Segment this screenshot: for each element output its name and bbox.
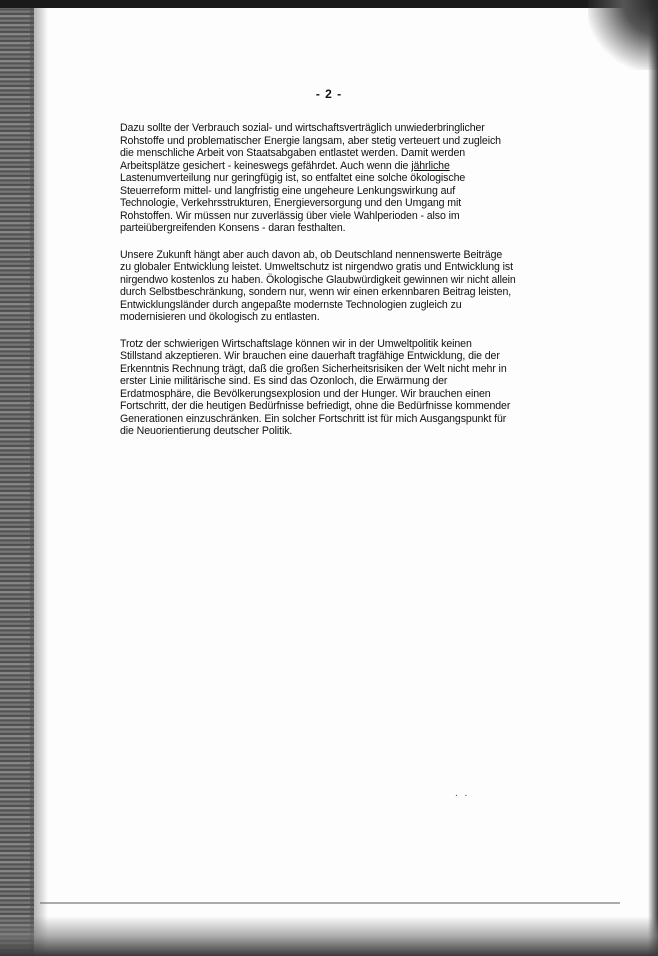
text-line: Trotz der schwierigen Wirtschaftslage können wir in der Umweltpolitik keinen bbox=[120, 337, 472, 350]
text-line: zu globaler Entwicklung leistet. Umweltschutz ist nirgendwo gratis und Entwicklung ist bbox=[120, 261, 513, 273]
text-line: Stillstand akzeptieren. Wir brauchen eine dauerhaft tragfähige Entwicklung, die der bbox=[120, 350, 500, 362]
paragraph-2 bbox=[120, 249, 560, 324]
scan-specks: . . bbox=[455, 788, 470, 799]
text-line: Fortschritt, der die heutigen Bedürfnisse befriedigt, ohne die Bedürfnisse kommender bbox=[120, 400, 511, 412]
page-number: - 2 - bbox=[315, 87, 343, 101]
text-line: Lastenumverteilung nur geringfügig ist, so entfaltet eine solche ökologische bbox=[120, 172, 466, 184]
text-line: parteiübergreifenden Konsens - daran festhalten. bbox=[120, 222, 346, 234]
text-line: Unsere Zukunft hängt aber auch davon ab, ob Deutschland nennenswerte Beiträge bbox=[120, 248, 503, 261]
scan-border-top bbox=[0, 0, 658, 8]
text-segment: Arbeitsplätze gesichert - keineswegs gefährdet. Auch wenn die bbox=[120, 159, 412, 172]
text-line: modernisieren und ökologisch zu entlasten. bbox=[120, 311, 320, 323]
text-line: durch Selbstbeschränkung, sondern nur, wenn wir einen erkennbaren Beitrag leisten, bbox=[120, 286, 512, 298]
scan-shadow-left bbox=[30, 0, 48, 956]
text-line: erster Linie militärische sind. Es sind das Ozonloch, die Erwärmung der bbox=[120, 375, 448, 387]
scan-border-right bbox=[648, 0, 658, 956]
paragraph-3 bbox=[120, 338, 560, 438]
text-line-with-underline bbox=[120, 160, 560, 173]
text-line: Rohstoffe und problematischer Energie langsam, aber stetig verteuert und zugleich bbox=[120, 134, 501, 147]
text-line: Entwicklungsländer durch angepaßte modernste Technologien zugleich zu bbox=[120, 298, 462, 311]
text-line: Generationen einzuschränken. Ein solcher Fortschritt ist für mich Ausgangspunkt für bbox=[120, 412, 507, 425]
underlined-word: jährliche bbox=[411, 159, 450, 172]
scan-streak-bottom bbox=[40, 902, 620, 904]
text-line: Rohstoffen. Wir müssen nur zuverlässig über viele Wahlperioden - also im bbox=[120, 209, 460, 222]
scan-border-left bbox=[0, 0, 34, 956]
paragraph-1 bbox=[120, 122, 560, 235]
text-line: die Neuorientierung deutscher Politik. bbox=[120, 425, 293, 437]
body-text bbox=[120, 122, 560, 452]
text-line: Dazu sollte der Verbrauch sozial- und wirtschaftsverträglich unwiederbringlicher bbox=[120, 122, 485, 134]
text-line: Erkenntnis Rechnung trägt, daß die großen Sicherheitsrisiken der Welt nicht mehr in bbox=[120, 362, 507, 375]
text-line: nirgendwo kostenlos zu haben. Ökologische Glaubwürdigkeit gewinnen wir nicht allein bbox=[120, 273, 516, 286]
text-line: Steuerreform mittel- und langfristig eine ungeheure Lenkungswirkung auf bbox=[120, 184, 456, 197]
text-line: Technologie, Verkehrsstrukturen, Energieversorgung und den Umgang mit bbox=[120, 197, 462, 209]
scan-border-bottom bbox=[0, 916, 658, 956]
text-line: Erdatmosphäre, die Bevölkerungsexplosion und der Hunger. Wir brauchen einen bbox=[120, 387, 491, 400]
text-line: die menschliche Arbeit von Staatsabgaben entlastet werden. Damit werden bbox=[120, 147, 466, 159]
